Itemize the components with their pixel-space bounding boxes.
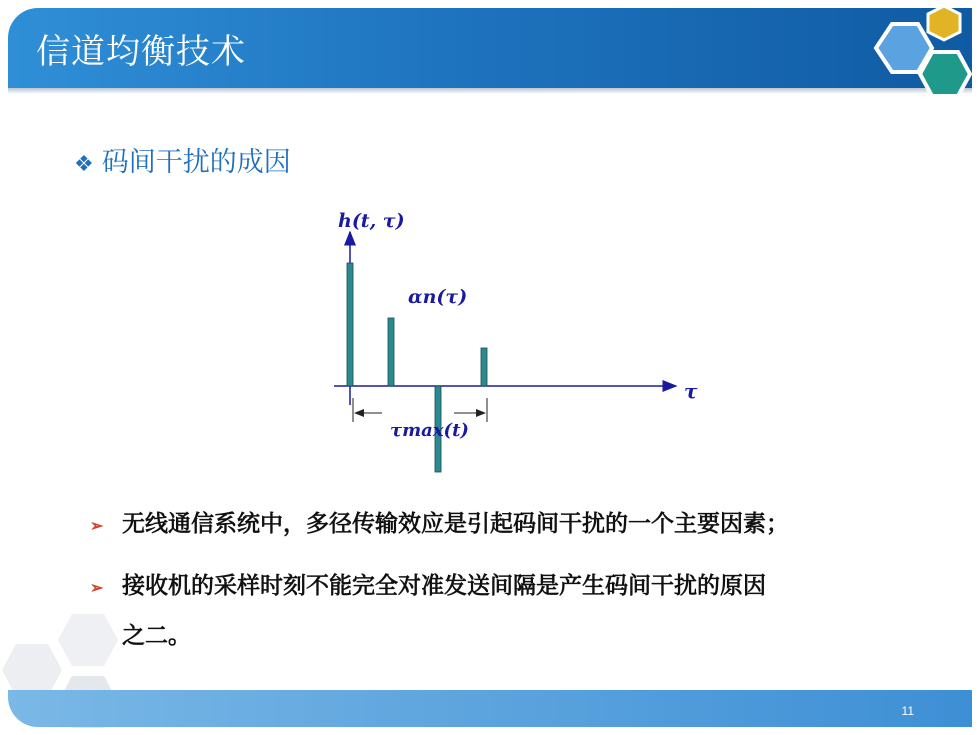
hexagon-decoration: [868, 4, 978, 99]
impulse-1: [347, 263, 353, 386]
x-axis-label: τ: [684, 379, 698, 403]
bullet-text-2-continuation: 之二。: [122, 622, 191, 649]
slide-title: 信道均衡技术: [36, 32, 246, 72]
page-number: 11: [901, 704, 914, 718]
title-shadow: [8, 88, 972, 94]
hexagon-teal-icon: [920, 52, 970, 96]
hexagon-faint-icon: [58, 614, 118, 666]
bullet-text-1: 无线通信系统中，多径传输效应是引起码间干扰的一个主要因素；: [122, 510, 789, 537]
section-heading: [74, 140, 291, 179]
arrow-bullet-icon: ➢: [90, 516, 104, 535]
hexagon-yellow-icon: [928, 6, 960, 40]
impulse-4: [481, 348, 487, 386]
hexagon-faint-icon: [2, 644, 62, 696]
bullet-point-1: [90, 500, 789, 550]
bullet-text-2: 接收机的采样时刻不能完全对准发送间隔是产生码间干扰的原因: [122, 572, 766, 599]
impulse-2: [388, 318, 394, 386]
heading-text: 码间干扰的成因: [101, 147, 291, 178]
y-axis-label: h(t, τ): [338, 210, 405, 232]
tau-max-label: τmax(t): [390, 420, 469, 441]
alpha-label: αn(τ): [408, 286, 468, 308]
diamond-bullet-icon: ❖: [74, 152, 94, 177]
bullet-point-2: [90, 562, 766, 660]
footer-bar: [8, 690, 972, 727]
impulse-response-figure: [320, 200, 720, 480]
arrow-bullet-icon: ➢: [90, 578, 104, 597]
